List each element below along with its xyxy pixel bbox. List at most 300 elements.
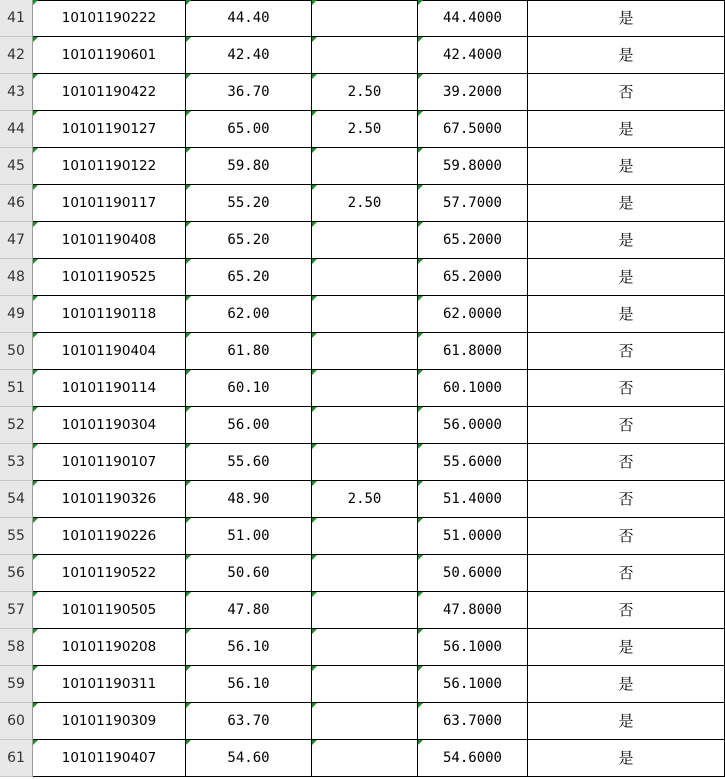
cell-bonus[interactable] bbox=[312, 148, 418, 185]
cell-total[interactable] bbox=[418, 518, 528, 555]
cell-total-value: 42.4000 bbox=[442, 47, 502, 63]
cell-score[interactable] bbox=[186, 703, 312, 740]
cell-score-value: 44.40 bbox=[227, 10, 270, 26]
table-row bbox=[0, 629, 725, 666]
cell-score[interactable] bbox=[186, 370, 312, 407]
cell-total[interactable] bbox=[418, 222, 528, 259]
cell-total-value: 39.2000 bbox=[442, 84, 502, 100]
cell-bonus-value: 2.50 bbox=[347, 195, 382, 211]
table-row bbox=[0, 37, 725, 74]
cell-total[interactable] bbox=[418, 407, 528, 444]
text-format-indicator-icon bbox=[186, 111, 191, 116]
cell-flag[interactable] bbox=[528, 740, 725, 777]
cell-score-value: 42.40 bbox=[227, 47, 270, 63]
text-format-indicator-icon bbox=[312, 148, 317, 153]
cell-flag-value: 是 bbox=[618, 675, 634, 693]
cell-exam-id-value: 10101190311 bbox=[61, 676, 157, 692]
row-header[interactable]: 61 bbox=[0, 740, 33, 777]
text-format-indicator-icon bbox=[33, 333, 38, 338]
cell-exam-id[interactable] bbox=[33, 333, 186, 370]
cell-flag-value: 否 bbox=[618, 564, 634, 582]
cell-flag[interactable] bbox=[528, 37, 725, 74]
cell-exam-id[interactable] bbox=[33, 111, 186, 148]
text-format-indicator-icon bbox=[186, 407, 191, 412]
text-format-indicator-icon bbox=[33, 148, 38, 153]
cell-total[interactable] bbox=[418, 74, 528, 111]
cell-total[interactable] bbox=[418, 481, 528, 518]
text-format-indicator-icon bbox=[418, 444, 423, 449]
cell-bonus[interactable] bbox=[312, 666, 418, 703]
table-row bbox=[0, 111, 725, 148]
text-format-indicator-icon bbox=[418, 518, 423, 523]
cell-total-value: 51.0000 bbox=[442, 528, 502, 544]
cell-score[interactable] bbox=[186, 740, 312, 777]
row-header[interactable]: 53 bbox=[0, 444, 33, 481]
cell-exam-id-value: 10101190422 bbox=[61, 84, 157, 100]
cell-exam-id[interactable] bbox=[33, 629, 186, 666]
cell-flag[interactable] bbox=[528, 629, 725, 666]
cell-exam-id-value: 10101190208 bbox=[61, 639, 157, 655]
table-row bbox=[0, 370, 725, 407]
text-format-indicator-icon bbox=[33, 407, 38, 412]
row-header[interactable]: 56 bbox=[0, 555, 33, 592]
text-format-indicator-icon bbox=[312, 296, 317, 301]
cell-score[interactable] bbox=[186, 518, 312, 555]
cell-flag-value: 否 bbox=[618, 490, 634, 508]
cell-flag-value: 是 bbox=[618, 305, 634, 323]
cell-score-value: 60.10 bbox=[227, 380, 270, 396]
text-format-indicator-icon bbox=[312, 444, 317, 449]
cell-bonus[interactable] bbox=[312, 555, 418, 592]
table-row bbox=[0, 703, 725, 740]
cell-bonus[interactable] bbox=[312, 37, 418, 74]
row-header[interactable]: 55 bbox=[0, 518, 33, 555]
cell-exam-id[interactable] bbox=[33, 555, 186, 592]
text-format-indicator-icon bbox=[418, 259, 423, 264]
cell-total[interactable] bbox=[418, 666, 528, 703]
cell-bonus[interactable] bbox=[312, 296, 418, 333]
cell-exam-id-value: 10101190122 bbox=[61, 158, 157, 174]
cell-score-value: 50.60 bbox=[227, 565, 270, 581]
text-format-indicator-icon bbox=[186, 37, 191, 42]
cell-total[interactable] bbox=[418, 703, 528, 740]
row-header[interactable]: 59 bbox=[0, 666, 33, 703]
text-format-indicator-icon bbox=[312, 37, 317, 42]
table-row bbox=[0, 0, 725, 37]
table-row bbox=[0, 333, 725, 370]
table-row bbox=[0, 444, 725, 481]
cell-flag-value: 否 bbox=[618, 601, 634, 619]
cell-exam-id-value: 10101190505 bbox=[61, 602, 157, 618]
cell-exam-id[interactable] bbox=[33, 370, 186, 407]
cell-exam-id[interactable] bbox=[33, 222, 186, 259]
text-format-indicator-icon bbox=[33, 185, 38, 190]
text-format-indicator-icon bbox=[418, 592, 423, 597]
cell-bonus[interactable] bbox=[312, 0, 418, 37]
text-format-indicator-icon bbox=[186, 259, 191, 264]
cell-flag[interactable] bbox=[528, 148, 725, 185]
text-format-indicator-icon bbox=[186, 481, 191, 486]
cell-exam-id-value: 10101190525 bbox=[61, 269, 157, 285]
text-format-indicator-icon bbox=[312, 740, 317, 745]
cell-score[interactable] bbox=[186, 37, 312, 74]
cell-flag[interactable] bbox=[528, 481, 725, 518]
row-header[interactable]: 52 bbox=[0, 407, 33, 444]
cell-bonus[interactable] bbox=[312, 333, 418, 370]
cell-total-value: 50.6000 bbox=[442, 565, 502, 581]
cell-bonus[interactable] bbox=[312, 259, 418, 296]
cell-flag[interactable] bbox=[528, 666, 725, 703]
text-format-indicator-icon bbox=[418, 333, 423, 338]
text-format-indicator-icon bbox=[312, 481, 317, 486]
cell-exam-id[interactable] bbox=[33, 259, 186, 296]
text-format-indicator-icon bbox=[33, 0, 38, 5]
cell-score-value: 59.80 bbox=[227, 158, 270, 174]
cell-flag[interactable] bbox=[528, 333, 725, 370]
table-row bbox=[0, 592, 725, 629]
cell-score-value: 61.80 bbox=[227, 343, 270, 359]
cell-flag-value: 否 bbox=[618, 416, 634, 434]
cell-exam-id[interactable] bbox=[33, 37, 186, 74]
cell-score-value: 51.00 bbox=[227, 528, 270, 544]
cell-flag-value: 是 bbox=[618, 46, 634, 64]
cell-flag[interactable] bbox=[528, 592, 725, 629]
table-row bbox=[0, 518, 725, 555]
text-format-indicator-icon bbox=[186, 444, 191, 449]
text-format-indicator-icon bbox=[33, 629, 38, 634]
cell-score-value: 55.60 bbox=[227, 454, 270, 470]
text-format-indicator-icon bbox=[312, 333, 317, 338]
cell-score[interactable] bbox=[186, 629, 312, 666]
cell-score[interactable] bbox=[186, 0, 312, 37]
text-format-indicator-icon bbox=[418, 37, 423, 42]
row-header[interactable]: 51 bbox=[0, 370, 33, 407]
cell-bonus-value: 2.50 bbox=[347, 491, 382, 507]
cell-bonus[interactable] bbox=[312, 222, 418, 259]
table-row bbox=[0, 555, 725, 592]
row-header[interactable]: 41 bbox=[0, 0, 33, 37]
cell-flag-value: 否 bbox=[618, 379, 634, 397]
cell-total[interactable] bbox=[418, 629, 528, 666]
cell-exam-id-value: 10101190407 bbox=[61, 750, 157, 766]
cell-exam-id-value: 10101190117 bbox=[61, 195, 157, 211]
cell-total[interactable] bbox=[418, 333, 528, 370]
row-header[interactable]: 44 bbox=[0, 111, 33, 148]
text-format-indicator-icon bbox=[312, 666, 317, 671]
cell-exam-id-value: 10101190118 bbox=[61, 306, 157, 322]
text-format-indicator-icon bbox=[33, 444, 38, 449]
text-format-indicator-icon bbox=[312, 703, 317, 708]
cell-score[interactable] bbox=[186, 296, 312, 333]
cell-flag[interactable] bbox=[528, 222, 725, 259]
cell-score[interactable] bbox=[186, 333, 312, 370]
cell-bonus-value: 2.50 bbox=[347, 84, 382, 100]
cell-score-value: 65.20 bbox=[227, 269, 270, 285]
cell-total[interactable] bbox=[418, 740, 528, 777]
cell-bonus[interactable] bbox=[312, 444, 418, 481]
text-format-indicator-icon bbox=[33, 37, 38, 42]
cell-flag-value: 是 bbox=[618, 120, 634, 138]
text-format-indicator-icon bbox=[312, 518, 317, 523]
text-format-indicator-icon bbox=[418, 185, 423, 190]
cell-score-value: 56.10 bbox=[227, 676, 270, 692]
cell-exam-id-value: 10101190522 bbox=[61, 565, 157, 581]
text-format-indicator-icon bbox=[312, 111, 317, 116]
row-header[interactable]: 42 bbox=[0, 37, 33, 74]
row-header[interactable]: 49 bbox=[0, 296, 33, 333]
text-format-indicator-icon bbox=[186, 296, 191, 301]
cell-bonus[interactable] bbox=[312, 481, 418, 518]
text-format-indicator-icon bbox=[186, 703, 191, 708]
cell-flag[interactable] bbox=[528, 111, 725, 148]
table-row bbox=[0, 296, 725, 333]
cell-bonus[interactable] bbox=[312, 740, 418, 777]
cell-total[interactable] bbox=[418, 148, 528, 185]
cell-score[interactable] bbox=[186, 666, 312, 703]
cell-total[interactable] bbox=[418, 0, 528, 37]
cell-flag[interactable] bbox=[528, 444, 725, 481]
table-row bbox=[0, 740, 725, 777]
cell-exam-id-value: 10101190226 bbox=[61, 528, 157, 544]
cell-flag[interactable] bbox=[528, 185, 725, 222]
cell-total[interactable] bbox=[418, 555, 528, 592]
cell-total[interactable] bbox=[418, 592, 528, 629]
text-format-indicator-icon bbox=[33, 370, 38, 375]
cell-bonus[interactable] bbox=[312, 185, 418, 222]
cell-flag[interactable] bbox=[528, 296, 725, 333]
cell-score[interactable] bbox=[186, 222, 312, 259]
table-row bbox=[0, 407, 725, 444]
cell-score-value: 48.90 bbox=[227, 491, 270, 507]
row-header[interactable]: 57 bbox=[0, 592, 33, 629]
cell-bonus[interactable] bbox=[312, 407, 418, 444]
cell-flag-value: 否 bbox=[618, 527, 634, 545]
cell-flag-value: 是 bbox=[618, 157, 634, 175]
cell-total-value: 56.1000 bbox=[442, 676, 502, 692]
cell-total[interactable] bbox=[418, 444, 528, 481]
text-format-indicator-icon bbox=[33, 296, 38, 301]
table-row bbox=[0, 481, 725, 518]
cell-bonus[interactable] bbox=[312, 370, 418, 407]
text-format-indicator-icon bbox=[418, 555, 423, 560]
text-format-indicator-icon bbox=[186, 629, 191, 634]
text-format-indicator-icon bbox=[418, 740, 423, 745]
text-format-indicator-icon bbox=[418, 407, 423, 412]
cell-flag-value: 是 bbox=[618, 9, 634, 27]
cell-score[interactable] bbox=[186, 407, 312, 444]
cell-exam-id[interactable] bbox=[33, 185, 186, 222]
text-format-indicator-icon bbox=[186, 333, 191, 338]
cell-flag[interactable] bbox=[528, 74, 725, 111]
cell-exam-id-value: 10101190114 bbox=[61, 380, 157, 396]
text-format-indicator-icon bbox=[33, 481, 38, 486]
cell-exam-id-value: 10101190222 bbox=[61, 10, 157, 26]
cell-exam-id[interactable] bbox=[33, 407, 186, 444]
cell-bonus[interactable] bbox=[312, 74, 418, 111]
text-format-indicator-icon bbox=[33, 592, 38, 597]
cell-bonus-value: 2.50 bbox=[347, 121, 382, 137]
cell-score[interactable] bbox=[186, 592, 312, 629]
text-format-indicator-icon bbox=[186, 666, 191, 671]
cell-total[interactable] bbox=[418, 185, 528, 222]
cell-total-value: 65.2000 bbox=[442, 269, 502, 285]
cell-flag[interactable] bbox=[528, 259, 725, 296]
cell-flag[interactable] bbox=[528, 555, 725, 592]
cell-score[interactable] bbox=[186, 259, 312, 296]
cell-flag-value: 否 bbox=[618, 453, 634, 471]
cell-flag-value: 否 bbox=[618, 83, 634, 101]
text-format-indicator-icon bbox=[418, 703, 423, 708]
cell-flag-value: 否 bbox=[618, 342, 634, 360]
cell-flag-value: 是 bbox=[618, 268, 634, 286]
cell-total-value: 67.5000 bbox=[442, 121, 502, 137]
text-format-indicator-icon bbox=[33, 74, 38, 79]
cell-exam-id[interactable] bbox=[33, 666, 186, 703]
text-format-indicator-icon bbox=[418, 222, 423, 227]
cell-bonus[interactable] bbox=[312, 703, 418, 740]
cell-flag-value: 是 bbox=[618, 749, 634, 767]
table-row bbox=[0, 666, 725, 703]
cell-flag[interactable] bbox=[528, 703, 725, 740]
row-header[interactable]: 46 bbox=[0, 185, 33, 222]
row-header[interactable]: 43 bbox=[0, 74, 33, 111]
cell-exam-id[interactable] bbox=[33, 481, 186, 518]
cell-flag-value: 是 bbox=[618, 194, 634, 212]
text-format-indicator-icon bbox=[33, 555, 38, 560]
row-header[interactable]: 54 bbox=[0, 481, 33, 518]
cell-bonus[interactable] bbox=[312, 592, 418, 629]
cell-flag[interactable] bbox=[528, 518, 725, 555]
cell-flag[interactable] bbox=[528, 407, 725, 444]
cell-exam-id-value: 10101190309 bbox=[61, 713, 157, 729]
table-row bbox=[0, 148, 725, 185]
cell-total-value: 54.6000 bbox=[442, 750, 502, 766]
text-format-indicator-icon bbox=[33, 666, 38, 671]
cell-total-value: 47.8000 bbox=[442, 602, 502, 618]
text-format-indicator-icon bbox=[418, 111, 423, 116]
cell-total-value: 51.4000 bbox=[442, 491, 502, 507]
text-format-indicator-icon bbox=[418, 666, 423, 671]
cell-score-value: 55.20 bbox=[227, 195, 270, 211]
text-format-indicator-icon bbox=[33, 222, 38, 227]
table-row bbox=[0, 222, 725, 259]
cell-total[interactable] bbox=[418, 111, 528, 148]
row-header[interactable]: 45 bbox=[0, 148, 33, 185]
cell-total[interactable] bbox=[418, 37, 528, 74]
text-format-indicator-icon bbox=[418, 629, 423, 634]
cell-score[interactable] bbox=[186, 111, 312, 148]
cell-score-value: 62.00 bbox=[227, 306, 270, 322]
cell-score[interactable] bbox=[186, 444, 312, 481]
cell-total-value: 63.7000 bbox=[442, 713, 502, 729]
cell-bonus[interactable] bbox=[312, 518, 418, 555]
cell-total[interactable] bbox=[418, 259, 528, 296]
text-format-indicator-icon bbox=[312, 370, 317, 375]
cell-exam-id[interactable] bbox=[33, 518, 186, 555]
cell-exam-id[interactable] bbox=[33, 703, 186, 740]
text-format-indicator-icon bbox=[312, 185, 317, 190]
table-row bbox=[0, 185, 725, 222]
text-format-indicator-icon bbox=[33, 259, 38, 264]
cell-total-value: 56.1000 bbox=[442, 639, 502, 655]
cell-total-value: 57.7000 bbox=[442, 195, 502, 211]
cell-flag-value: 是 bbox=[618, 638, 634, 656]
text-format-indicator-icon bbox=[186, 555, 191, 560]
cell-total[interactable] bbox=[418, 296, 528, 333]
row-header[interactable]: 48 bbox=[0, 259, 33, 296]
cell-exam-id[interactable] bbox=[33, 740, 186, 777]
text-format-indicator-icon bbox=[186, 518, 191, 523]
row-header[interactable]: 50 bbox=[0, 333, 33, 370]
cell-exam-id[interactable] bbox=[33, 148, 186, 185]
text-format-indicator-icon bbox=[186, 0, 191, 5]
text-format-indicator-icon bbox=[418, 296, 423, 301]
text-format-indicator-icon bbox=[33, 740, 38, 745]
text-format-indicator-icon bbox=[312, 0, 317, 5]
cell-exam-id[interactable] bbox=[33, 74, 186, 111]
cell-score-value: 56.00 bbox=[227, 417, 270, 433]
text-format-indicator-icon bbox=[186, 185, 191, 190]
cell-score-value: 65.20 bbox=[227, 232, 270, 248]
cell-flag-value: 是 bbox=[618, 231, 634, 249]
cell-score[interactable] bbox=[186, 148, 312, 185]
cell-bonus[interactable] bbox=[312, 629, 418, 666]
cell-total-value: 55.6000 bbox=[442, 454, 502, 470]
cell-score-value: 65.00 bbox=[227, 121, 270, 137]
cell-exam-id-value: 10101190107 bbox=[61, 454, 157, 470]
cell-total-value: 62.0000 bbox=[442, 306, 502, 322]
cell-score-value: 36.70 bbox=[227, 84, 270, 100]
text-format-indicator-icon bbox=[312, 555, 317, 560]
cell-exam-id-value: 10101190404 bbox=[61, 343, 157, 359]
cell-total-value: 61.8000 bbox=[442, 343, 502, 359]
cell-exam-id-value: 10101190326 bbox=[61, 491, 157, 507]
text-format-indicator-icon bbox=[186, 740, 191, 745]
cell-flag[interactable] bbox=[528, 370, 725, 407]
cell-flag-value: 是 bbox=[618, 712, 634, 730]
text-format-indicator-icon bbox=[33, 111, 38, 116]
cell-exam-id[interactable] bbox=[33, 444, 186, 481]
row-header[interactable]: 60 bbox=[0, 703, 33, 740]
text-format-indicator-icon bbox=[186, 592, 191, 597]
cell-score[interactable] bbox=[186, 74, 312, 111]
cell-score-value: 56.10 bbox=[227, 639, 270, 655]
cell-bonus[interactable] bbox=[312, 111, 418, 148]
cell-exam-id-value: 10101190601 bbox=[61, 47, 157, 63]
cell-total-value: 60.1000 bbox=[442, 380, 502, 396]
cell-exam-id[interactable] bbox=[33, 296, 186, 333]
cell-score[interactable] bbox=[186, 481, 312, 518]
cell-total[interactable] bbox=[418, 370, 528, 407]
cell-score[interactable] bbox=[186, 185, 312, 222]
cell-exam-id-value: 10101190304 bbox=[61, 417, 157, 433]
cell-exam-id[interactable] bbox=[33, 0, 186, 37]
cell-exam-id-value: 10101190127 bbox=[61, 121, 157, 137]
text-format-indicator-icon bbox=[312, 222, 317, 227]
text-format-indicator-icon bbox=[33, 703, 38, 708]
text-format-indicator-icon bbox=[312, 629, 317, 634]
text-format-indicator-icon bbox=[312, 592, 317, 597]
text-format-indicator-icon bbox=[418, 148, 423, 153]
row-header[interactable]: 58 bbox=[0, 629, 33, 666]
text-format-indicator-icon bbox=[33, 518, 38, 523]
cell-score[interactable] bbox=[186, 555, 312, 592]
text-format-indicator-icon bbox=[418, 74, 423, 79]
cell-flag[interactable] bbox=[528, 0, 725, 37]
cell-exam-id[interactable] bbox=[33, 592, 186, 629]
row-header[interactable]: 47 bbox=[0, 222, 33, 259]
text-format-indicator-icon bbox=[312, 259, 317, 264]
